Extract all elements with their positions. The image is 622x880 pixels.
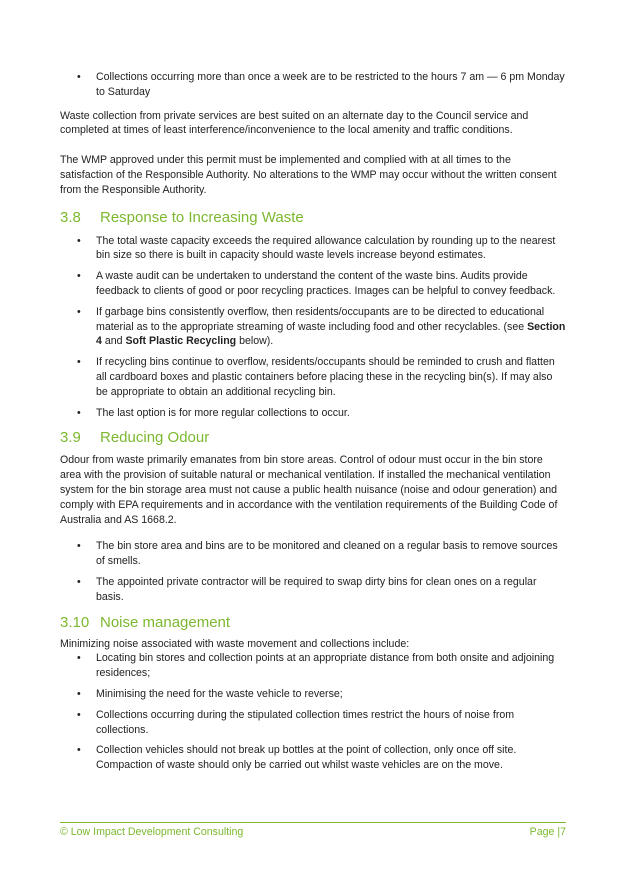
list-item: • If garbage bins consistently overflow, then residents/occupants are to be directed to educational material as to the appropriate streaming of waste including food and other recyclables. (see Section 4 and Soft Plastic Recycling below). [77,305,566,348]
list-item: • If recycling bins continue to overflow, residents/occupants should be reminded to crush and flatten all cardboard boxes and plastic containers before placing these in the recycling bin(s). If may also be appropriate to obtain an additional recycling bin. [77,356,555,398]
bullet-icon: • [77,71,81,83]
page-number: Page |7 [529,826,566,838]
section-reference: Section 4 [96,320,566,348]
bullet-icon: • [77,540,81,553]
paragraph: Waste collection from private services are best suited on an alternate day to the Council service and completed at times of least interference/inconvenience to the local amenity and traffic conditions. [60,109,529,137]
list-item: • The last option is for more regular collections to occur. [77,406,350,419]
list-item: • Locating bin stores and collection points at an appropriate distance from both onsite and adjoining residences; [77,652,555,680]
bullet-icon: • [77,708,81,721]
list-item: • The appointed private contractor will be required to swap dirty bins for clean ones on a regular basis. [77,575,537,603]
section-heading-3-9: 3.9 Reducing Odour [60,429,210,447]
bullet-icon: • [77,305,81,318]
bullet-icon: • [77,270,81,283]
section-3-10-bullets [60,651,566,773]
bullet-icon: • [77,356,81,369]
paragraph: The WMP approved under this permit must be implemented and complied with at all times to the satisfaction of the Responsible Authority. No alterations to the WMP may occur without the written consent from the Responsible Authority. [60,154,557,196]
list-item: • Collection vehicles should not break up bottles at the point of collection, only once off site. Compaction of waste should only be carried out whilst waste vehicles are on the move. [77,744,517,772]
section-3-8-bullets [60,234,566,421]
bullet-icon: • [77,406,81,419]
list-item: • Collections occurring during the stipulated collection times restrict the hours of noise from collections. [77,708,515,736]
section-heading-3-10: 3.10 Noise management [60,613,231,631]
footer-copyright: © Low Impact Development Consulting [60,826,244,838]
document-page [60,70,566,773]
bullet-icon: • [77,744,81,757]
paragraph: Minimizing noise associated with waste movement and collections include: [60,637,410,650]
section-3-9-bullets [60,539,566,604]
list-item: • Minimising the need for the waste vehicle to reverse; [77,687,343,700]
list-item: • The bin store area and bins are to be monitored and cleaned on a regular basis to remove sources of smells. [77,540,558,568]
top-bullet-list [60,70,566,100]
bullet-icon: • [77,687,81,700]
section-reference: Soft Plastic Recycling [125,335,237,348]
bullet-icon: • [77,652,81,665]
section-heading-3-8: 3.8 Response to Increasing Waste [60,208,304,226]
list-item: • A waste audit can be undertaken to understand the content of the waste bins. Audits provide feedback to clients of good or poor recycling practices. Images can be helpful to convey feedback. [77,270,556,297]
bullet-icon: • [77,575,81,588]
paragraph: Odour from waste primarily emanates from bin store areas. Control of odour must occur in the bin store area with the provision of suitable natural or mechanical ventilation. If installed the mechanical ventilation system for the bin storage area must not cause a public health nuisance (noise and odour generation) and comply with EPA requirements and in accordance with the ventilation requirements of the Building Code of Australia and AS 1668.2. [60,454,558,526]
page-footer [60,822,566,838]
list-item: • The total waste capacity exceeds the required allowance calculation by rounding up to the nearest bin size so there is built in capacity should waste levels increase beyond estimates. [77,234,556,262]
bullet-icon: • [77,234,81,247]
list-item: • Collections occurring more than once a week are to be restricted to the hours 7 am — 6 pm Monday to Saturday [77,71,565,98]
